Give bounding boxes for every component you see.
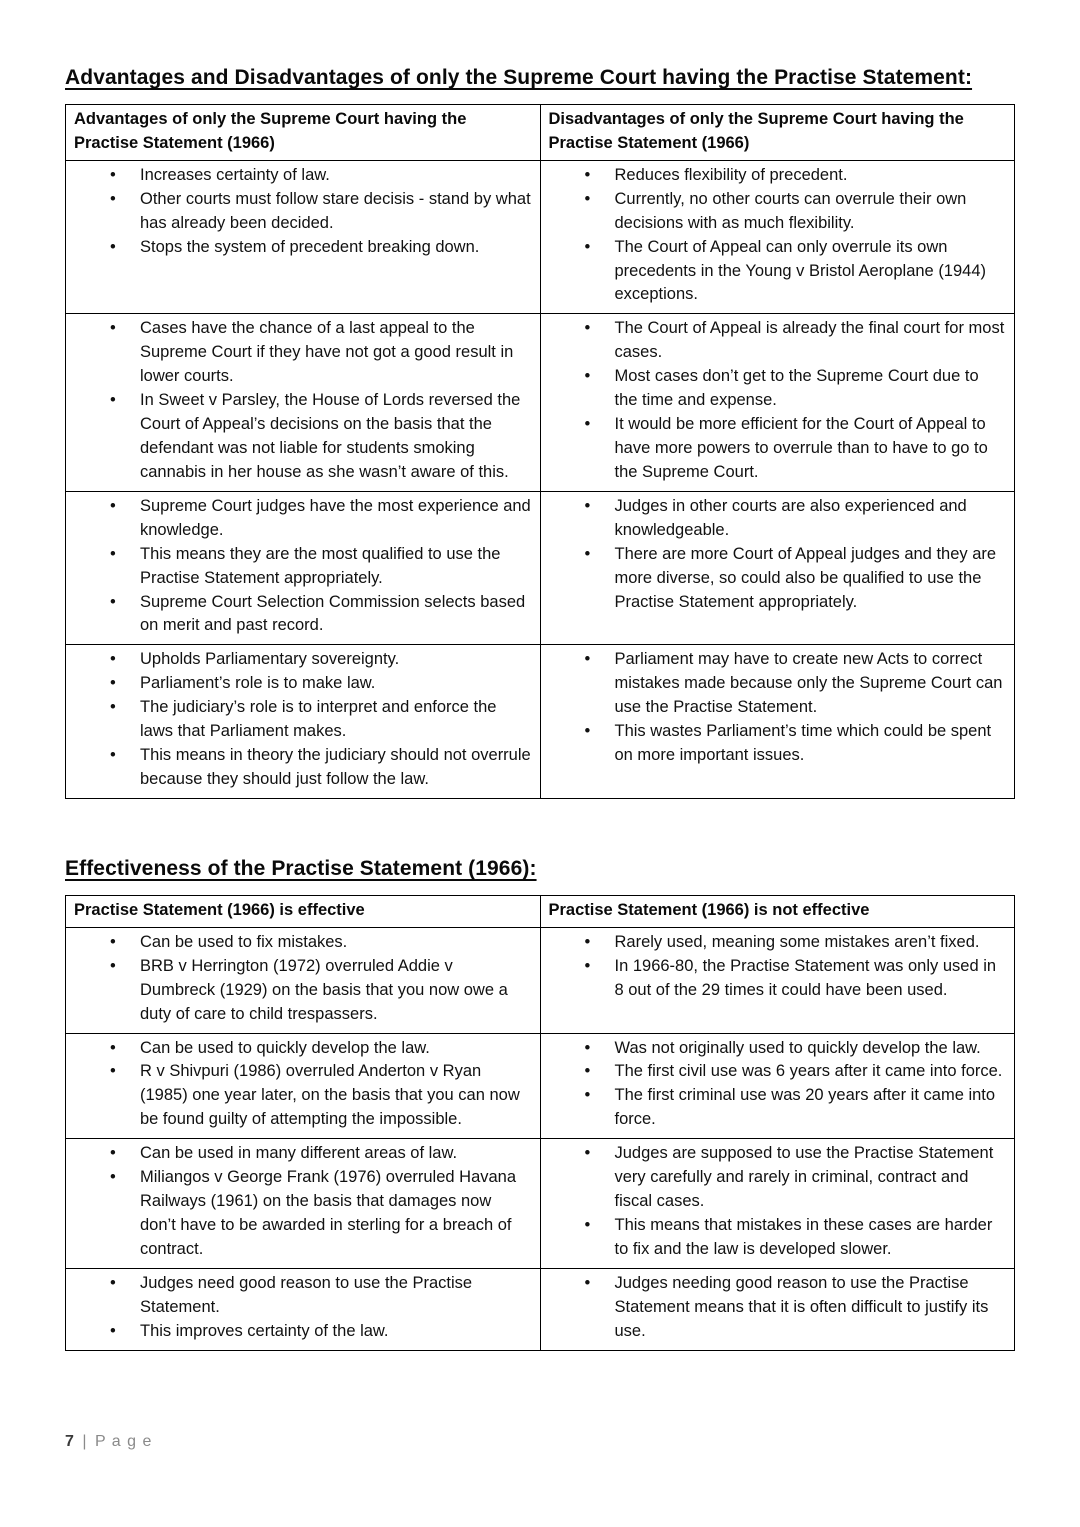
- table-header-row: [66, 895, 1015, 927]
- table-header-cell: Practise Statement (1966) is effective: [66, 895, 541, 927]
- bullet-item: • Judges need good reason to use the Practise Statement.: [68, 1272, 532, 1320]
- table-cell-left: [66, 160, 541, 314]
- table-header-cell: Practise Statement (1966) is not effective: [540, 895, 1015, 927]
- table-cell-left: [66, 1139, 541, 1269]
- bullet-item: • In 1966-80, the Practise Statement was only used in 8 out of the 29 times it could have been used.: [543, 955, 1007, 1003]
- bullet-list: [68, 648, 532, 792]
- table-row: [66, 645, 1015, 799]
- bullet-item: • The judiciary’s role is to interpret and enforce the laws that Parliament makes.: [68, 696, 532, 744]
- bullet-item: • Currently, no other courts can overrule their own decisions with as much flexibility.: [543, 188, 1007, 236]
- table-row: [66, 927, 1015, 1033]
- bullet-item: • The first criminal use was 20 years after it came into force.: [543, 1084, 1007, 1132]
- bullet-item: • This wastes Parliament’s time which could be spent on more important issues.: [543, 720, 1007, 768]
- section-title-effectiveness: Effectiveness of the Practise Statement (1966):: [65, 856, 537, 880]
- table-cell-right: [540, 491, 1015, 645]
- bullet-item: • R v Shivpuri (1986) overruled Anderton v Ryan (1985) one year later, on the basis that you can now be found guilty of attempting the impossible.: [68, 1060, 532, 1132]
- bullet-item: • In Sweet v Parsley, the House of Lords reversed the Court of Appeal’s decisions on the basis that the defendant was not liable for students smoking cannabis in her house as she wasn’t aware of this.: [68, 389, 532, 485]
- bullet-list: [68, 495, 532, 639]
- bullet-item: • Other courts must follow stare decisis - stand by what has already been decided.: [68, 188, 532, 236]
- bullet-item: • This improves certainty of the law.: [68, 1320, 532, 1344]
- table-cell-right: [540, 160, 1015, 314]
- bullet-item: • This means they are the most qualified to use the Practise Statement appropriately.: [68, 543, 532, 591]
- bullet-item: • Can be used to quickly develop the law.: [68, 1037, 532, 1061]
- table-row: [66, 491, 1015, 645]
- table-row: [66, 314, 1015, 491]
- bullet-item: • The Court of Appeal is already the final court for most cases.: [543, 317, 1007, 365]
- section-advantages-disadvantages: [65, 66, 1015, 799]
- bullet-list: [543, 1142, 1007, 1262]
- bullet-list: [543, 164, 1007, 308]
- advantages-disadvantages-table: [65, 104, 1015, 799]
- bullet-item: • Can be used to fix mistakes.: [68, 931, 532, 955]
- bullet-item: • This means in theory the judiciary should not overrule because they should just follow the law.: [68, 744, 532, 792]
- section-spacer: [65, 799, 1015, 857]
- bullet-item: • Stops the system of precedent breaking down.: [68, 236, 532, 260]
- table-row: [66, 160, 1015, 314]
- bullet-list: [543, 1272, 1007, 1344]
- table-cell-left: [66, 1033, 541, 1139]
- bullet-item: • Parliament’s role is to make law.: [68, 672, 532, 696]
- bullet-item: • The first civil use was 6 years after it came into force.: [543, 1060, 1007, 1084]
- table-row: [66, 1268, 1015, 1350]
- table-cell-right: [540, 645, 1015, 799]
- table-cell-right: [540, 314, 1015, 491]
- bullet-list: [543, 495, 1007, 615]
- effectiveness-table: [65, 895, 1015, 1351]
- bullet-item: • Supreme Court judges have the most experience and knowledge.: [68, 495, 532, 543]
- bullet-item: • Was not originally used to quickly develop the law.: [543, 1037, 1007, 1061]
- table-cell-right: [540, 1139, 1015, 1269]
- bullet-item: • Judges in other courts are also experienced and knowledgeable.: [543, 495, 1007, 543]
- bullet-list: [68, 1142, 532, 1262]
- table-row: [66, 1139, 1015, 1269]
- bullet-item: • Judges are supposed to use the Practise Statement very carefully and rarely in criminal, contract and fiscal cases.: [543, 1142, 1007, 1214]
- bullet-item: • Parliament may have to create new Acts to correct mistakes made because only the Supreme Court can use the Practise Statement.: [543, 648, 1007, 720]
- bullet-item: • Rarely used, meaning some mistakes aren’t fixed.: [543, 931, 1007, 955]
- section-effectiveness: [65, 857, 1015, 1351]
- bullet-list: [68, 317, 532, 484]
- bullet-item: • Judges needing good reason to use the Practise Statement means that it is often difficult to justify its use.: [543, 1272, 1007, 1344]
- page-footer: [65, 1433, 152, 1451]
- table-cell-right: [540, 1268, 1015, 1350]
- bullet-list: [543, 648, 1007, 768]
- footer-page-label: P a g e: [94, 1433, 153, 1450]
- bullet-item: • This means that mistakes in these cases are harder to fix and the law is developed slower.: [543, 1214, 1007, 1262]
- table-cell-left: [66, 1268, 541, 1350]
- bullet-item: • The Court of Appeal can only overrule its own precedents in the Young v Bristol Aeroplane (1944) exceptions.: [543, 236, 1007, 308]
- table-row: [66, 1033, 1015, 1139]
- table-cell-left: [66, 491, 541, 645]
- bullet-item: • Increases certainty of law.: [68, 164, 532, 188]
- bullet-list: [68, 1037, 532, 1133]
- table-header-row: [66, 105, 1015, 161]
- footer-page-number: 7: [65, 1433, 74, 1450]
- bullet-list: [543, 931, 1007, 1003]
- bullet-list: [68, 931, 532, 1027]
- bullet-item: • Miliangos v George Frank (1976) overruled Havana Railways (1961) on the basis that damages now don’t have to be awarded in sterling for a breach of contract.: [68, 1166, 532, 1262]
- table-header-cell: Disadvantages of only the Supreme Court having the Practise Statement (1966): [540, 105, 1015, 161]
- table-header-cell: Advantages of only the Supreme Court having the Practise Statement (1966): [66, 105, 541, 161]
- bullet-item: • Most cases don’t get to the Supreme Court due to the time and expense.: [543, 365, 1007, 413]
- table-cell-left: [66, 645, 541, 799]
- bullet-list: [543, 1037, 1007, 1133]
- bullet-item: • There are more Court of Appeal judges and they are more diverse, so could also be qualified to use the Practise Statement appropriately.: [543, 543, 1007, 615]
- bullet-item: • BRB v Herrington (1972) overruled Addie v Dumbreck (1929) on the basis that you now owe a duty of care to child trespassers.: [68, 955, 532, 1027]
- section-title-advantages-disadvantages: Advantages and Disadvantages of only the Supreme Court having the Practise Statement:: [65, 66, 973, 89]
- bullet-item: • Reduces flexibility of precedent.: [543, 164, 1007, 188]
- table-cell-right: [540, 927, 1015, 1033]
- bullet-item: • Cases have the chance of a last appeal to the Supreme Court if they have not got a good result in lower courts.: [68, 317, 532, 389]
- bullet-list: [68, 1272, 532, 1344]
- bullet-item: • It would be more efficient for the Court of Appeal to have more powers to overrule than to have to go to the Supreme Court.: [543, 413, 1007, 485]
- footer-separator: |: [82, 1433, 87, 1450]
- bullet-item: • Can be used in many different areas of law.: [68, 1142, 532, 1166]
- bullet-item: • Supreme Court Selection Commission selects based on merit and past record.: [68, 591, 532, 639]
- table-cell-left: [66, 314, 541, 491]
- bullet-item: • Upholds Parliamentary sovereignty.: [68, 648, 532, 672]
- table-cell-right: [540, 1033, 1015, 1139]
- bullet-list: [543, 317, 1007, 484]
- table-cell-left: [66, 927, 541, 1033]
- bullet-list: [68, 164, 532, 260]
